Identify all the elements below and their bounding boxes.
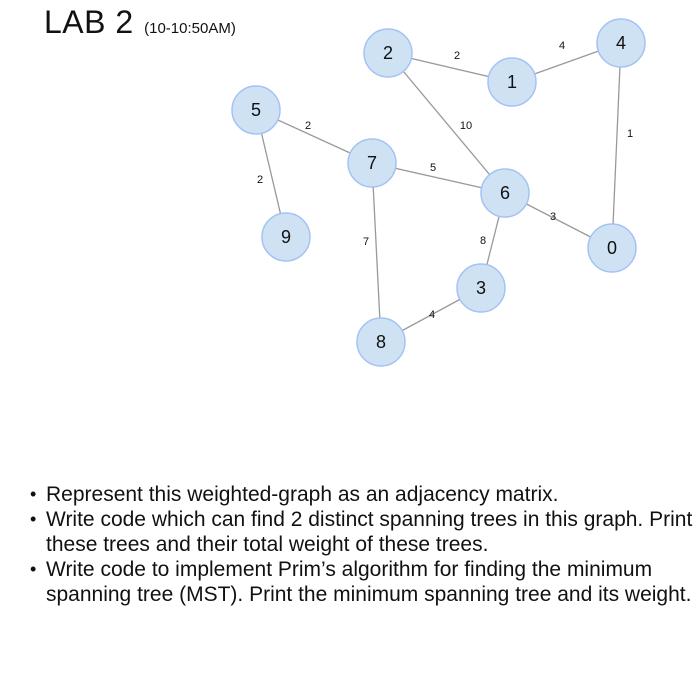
node-label-2: 2 — [382, 42, 394, 63]
node-label-4: 4 — [615, 32, 627, 53]
edge-weights-layer — [257, 40, 633, 321]
edge-weight-6-0: 3 — [549, 210, 557, 223]
node-2 — [364, 29, 412, 77]
edge-7-8 — [372, 163, 381, 342]
edge-weight-5-7: 2 — [304, 119, 312, 132]
edge-weight-2-1: 2 — [453, 49, 461, 62]
node-8 — [357, 318, 405, 366]
node-label-9: 9 — [280, 226, 292, 247]
edge-weight-5-9: 2 — [256, 173, 264, 186]
node-label-6: 6 — [499, 182, 511, 203]
instruction-adjacency-matrix: • Represent this weighted-graph as an adjacency matrix. — [30, 482, 695, 507]
node-label-1: 1 — [506, 71, 518, 92]
lab-title: LAB 2 — [44, 4, 134, 40]
edges-layer — [256, 43, 621, 342]
node-6 — [481, 169, 529, 217]
edge-weight-6-3: 8 — [479, 234, 487, 247]
instruction-list — [30, 482, 695, 607]
instruction-prims-mst: • Write code to implement Prim’s algorithm for finding the minimum spanning tree (MST). Print the minimum spanning tree and its weight. — [30, 557, 695, 607]
node-label-0: 0 — [606, 237, 618, 258]
node-1 — [488, 58, 536, 106]
edge-weight-1-4: 4 — [558, 39, 566, 52]
node-9 — [262, 213, 310, 261]
edge-weight-2-6: 10 — [459, 119, 473, 132]
node-4 — [597, 19, 645, 67]
node-label-8: 8 — [375, 331, 387, 352]
node-label-5: 5 — [250, 99, 262, 120]
lab-time: (10-10:50AM) — [144, 20, 236, 38]
edge-weight-7-8: 7 — [362, 235, 370, 248]
node-5 — [232, 86, 280, 134]
edge-2-6 — [388, 53, 505, 193]
instruction-spanning-trees: • Write code which can find 2 distinct spanning trees in this graph. Print these trees and their total weight of these trees. — [30, 507, 695, 557]
node-7 — [348, 139, 396, 187]
nodes-layer — [232, 19, 645, 366]
edge-weight-7-6: 5 — [429, 161, 437, 174]
node-label-7: 7 — [366, 152, 378, 173]
edge-weight-4-0: 1 — [626, 127, 634, 140]
node-label-3: 3 — [475, 277, 487, 298]
node-3 — [457, 264, 505, 312]
edge-weight-3-8: 4 — [428, 308, 436, 321]
edge-4-0 — [612, 43, 621, 248]
node-0 — [588, 224, 636, 272]
